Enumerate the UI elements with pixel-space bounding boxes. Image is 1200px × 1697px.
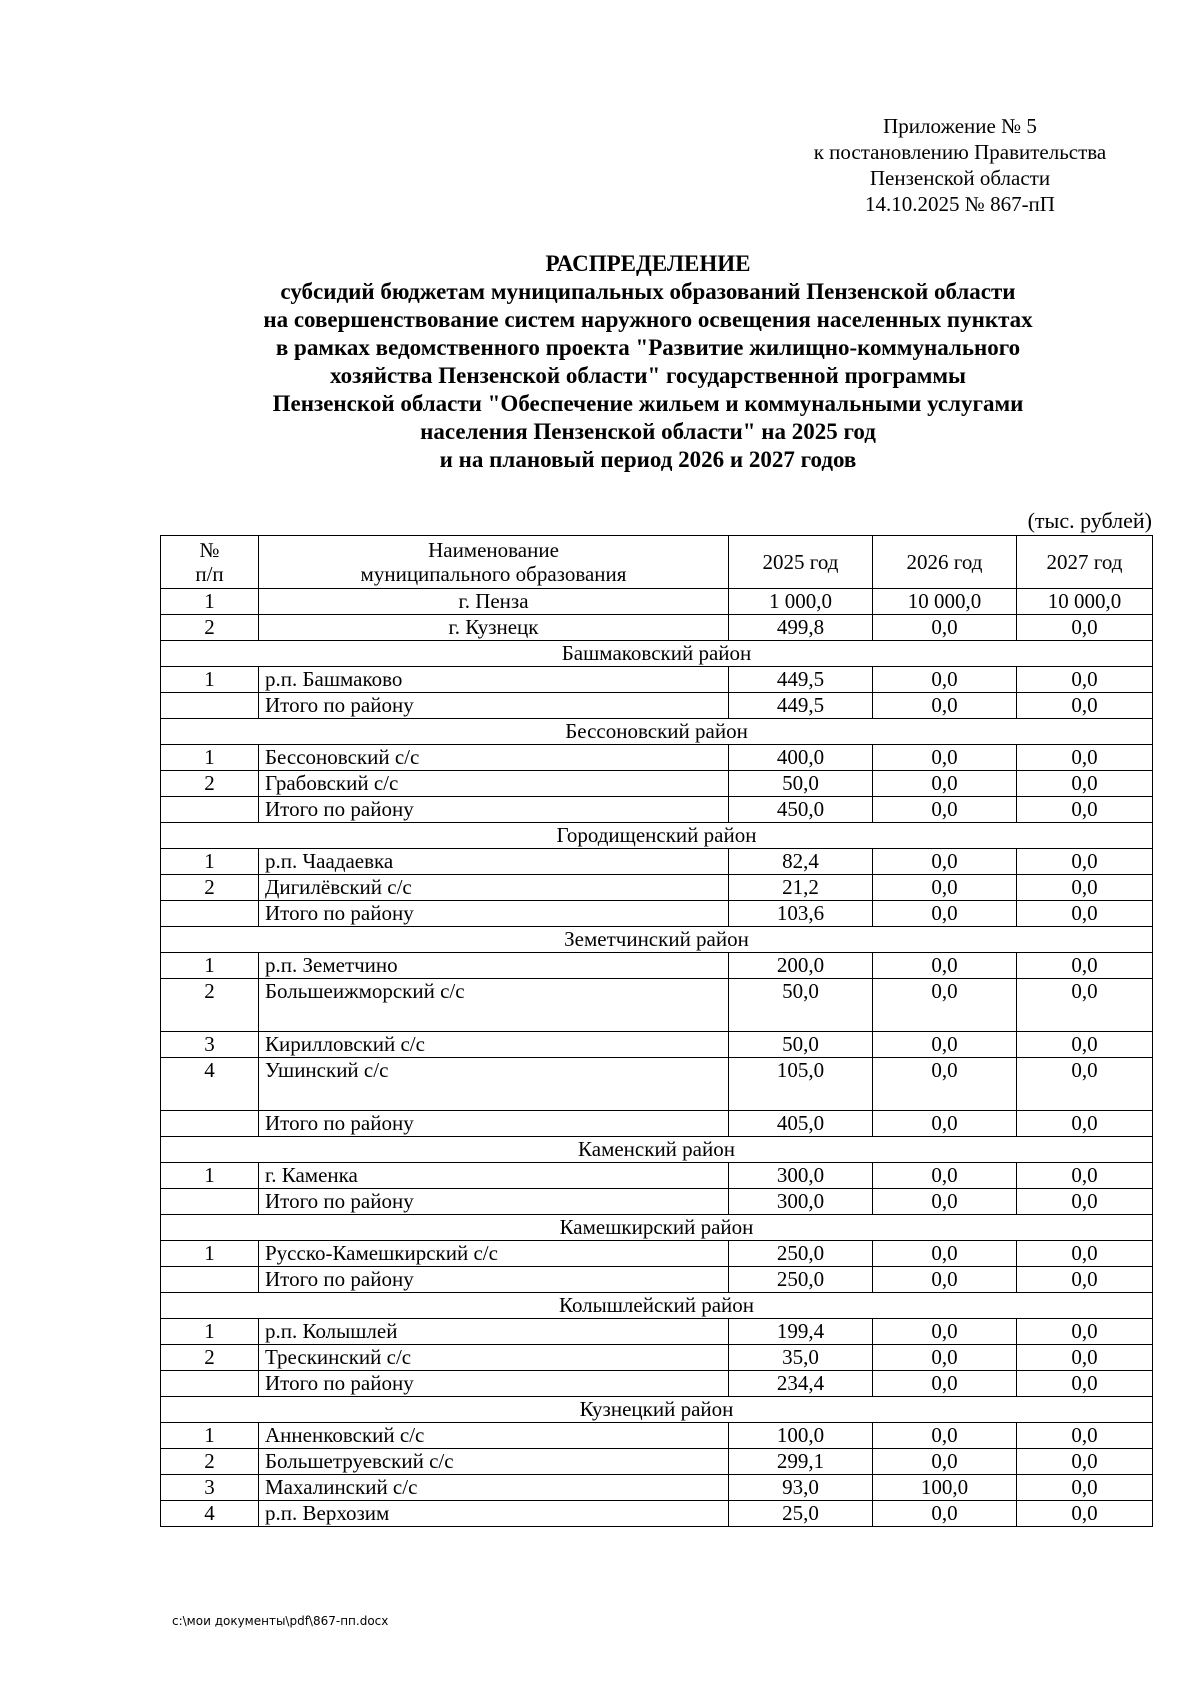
value-2026: 0,0 [873,797,1017,823]
table-row [161,1371,1153,1397]
row-number: 1 [161,1241,259,1267]
value-2026: 0,0 [873,693,1017,719]
table-row [161,615,1153,641]
municipality-name: Бессоновский с/с [259,745,729,771]
row-number: 1 [161,849,259,875]
value-2027: 0,0 [1017,953,1153,979]
table-header-row [161,536,1153,589]
municipality-name: Итого по району [259,693,729,719]
district-name: Каменский район [161,1137,1153,1163]
row-number: 1 [161,667,259,693]
header-2027: 2027 год [1017,536,1153,589]
value-2026: 0,0 [873,745,1017,771]
district-name: Земетчинский район [161,927,1153,953]
header-2026: 2026 год [873,536,1017,589]
value-2025: 405,0 [729,1111,873,1137]
municipality-name: Большеижморский с/с [259,979,729,1032]
title-line: на совершенствование систем наружного освещения населенных пунктах [263,307,1033,332]
value-2026: 0,0 [873,667,1017,693]
district-name: Камешкирский район [161,1215,1153,1241]
row-number [161,693,259,719]
row-number: 2 [161,979,259,1032]
value-2026: 0,0 [873,1111,1017,1137]
appendix-line: Приложение № 5 [883,114,1037,138]
value-2025: 299,1 [729,1449,873,1475]
municipality-name: г. Пенза [259,589,729,615]
value-2025: 450,0 [729,797,873,823]
municipality-name: р.п. Верхозим [259,1501,729,1527]
units-label: (тыс. рублей) [1027,508,1152,533]
row-number [161,1371,259,1397]
table-row [161,1475,1153,1501]
value-2026: 0,0 [873,1501,1017,1527]
header-2025: 2025 год [729,536,873,589]
header-name [259,536,729,589]
district-name: Башмаковский район [161,641,1153,667]
table-row [161,1189,1153,1215]
district-name: Колышлейский район [161,1293,1153,1319]
row-number: 1 [161,953,259,979]
table-row [161,1449,1153,1475]
value-2026: 0,0 [873,953,1017,979]
value-2026: 0,0 [873,615,1017,641]
row-number: 1 [161,1319,259,1345]
table-row [161,1345,1153,1371]
appendix-line: Пензенской области [869,166,1051,190]
municipality-name: Ушинский с/с [259,1058,729,1111]
row-number: 2 [161,1449,259,1475]
value-2027: 0,0 [1017,1371,1153,1397]
value-2025: 449,5 [729,693,873,719]
value-2025: 234,4 [729,1371,873,1397]
value-2025: 1 000,0 [729,589,873,615]
row-number: 2 [161,615,259,641]
value-2025: 499,8 [729,615,873,641]
value-2027: 0,0 [1017,1319,1153,1345]
district-row [161,719,1153,745]
value-2025: 50,0 [729,1032,873,1058]
value-2027: 0,0 [1017,979,1153,1032]
row-number: 1 [161,1423,259,1449]
row-number: 4 [161,1058,259,1111]
value-2027: 0,0 [1017,1163,1153,1189]
appendix-line: 14.10.2025 № 867-пП [865,192,1055,216]
value-2026: 0,0 [873,1371,1017,1397]
table-row [161,1241,1153,1267]
value-2027: 0,0 [1017,1189,1153,1215]
value-2027: 0,0 [1017,1423,1153,1449]
value-2025: 250,0 [729,1267,873,1293]
value-2026: 0,0 [873,875,1017,901]
row-number: 2 [161,771,259,797]
municipality-name: Грабовский с/с [259,771,729,797]
row-number [161,1267,259,1293]
value-2026: 0,0 [873,1449,1017,1475]
municipality-name: Итого по району [259,1267,729,1293]
value-2027: 0,0 [1017,667,1153,693]
value-2025: 103,6 [729,901,873,927]
table-row [161,1058,1153,1111]
value-2027: 0,0 [1017,797,1153,823]
value-2025: 50,0 [729,979,873,1032]
district-row [161,1137,1153,1163]
document-title [150,250,1146,474]
row-number: 1 [161,745,259,771]
value-2025: 400,0 [729,745,873,771]
header-name-line: Наименование [428,538,559,562]
value-2026: 100,0 [873,1475,1017,1501]
table-row [161,1032,1153,1058]
value-2027: 0,0 [1017,849,1153,875]
municipality-name: Итого по району [259,1111,729,1137]
table-row [161,745,1153,771]
value-2027: 0,0 [1017,1449,1153,1475]
value-2026: 0,0 [873,771,1017,797]
row-number: 1 [161,1163,259,1189]
header-num [161,536,259,589]
municipality-name: г. Каменка [259,1163,729,1189]
title-line: Пензенской области "Обеспечение жильем и коммунальными услугами [272,391,1024,416]
value-2027: 0,0 [1017,1345,1153,1371]
value-2025: 250,0 [729,1241,873,1267]
value-2027: 0,0 [1017,745,1153,771]
table-row [161,1163,1153,1189]
table-row [161,979,1153,1032]
municipality-name: Махалинский с/с [259,1475,729,1501]
value-2026: 0,0 [873,1189,1017,1215]
municipality-name: р.п. Колышлей [259,1319,729,1345]
value-2025: 82,4 [729,849,873,875]
district-row [161,1397,1153,1423]
title-line: и на плановый период 2026 и 2027 годов [439,447,857,472]
value-2027: 0,0 [1017,1032,1153,1058]
value-2026: 0,0 [873,1163,1017,1189]
municipality-name: Кирилловский с/с [259,1032,729,1058]
row-number: 3 [161,1032,259,1058]
appendix-line: к постановлению Правительства [813,140,1107,164]
value-2026: 0,0 [873,1241,1017,1267]
value-2025: 21,2 [729,875,873,901]
table-row [161,1319,1153,1345]
municipality-name: р.п. Башмаково [259,667,729,693]
value-2025: 93,0 [729,1475,873,1501]
header-num-line: № [199,538,220,562]
district-row [161,1215,1153,1241]
distribution-table [160,535,1153,1527]
value-2025: 199,4 [729,1319,873,1345]
table-row [161,589,1153,615]
table-row [161,693,1153,719]
municipality-name: Итого по району [259,1371,729,1397]
value-2025: 100,0 [729,1423,873,1449]
value-2025: 50,0 [729,771,873,797]
district-name: Кузнецкий район [161,1397,1153,1423]
table-body [161,589,1153,1527]
row-number: 2 [161,1345,259,1371]
value-2025: 35,0 [729,1345,873,1371]
table-row [161,953,1153,979]
municipality-name: Дигилёвский с/с [259,875,729,901]
row-number [161,1111,259,1137]
table-row [161,1423,1153,1449]
municipality-name: р.п. Земетчино [259,953,729,979]
district-row [161,641,1153,667]
row-number: 4 [161,1501,259,1527]
row-number [161,901,259,927]
value-2026: 0,0 [873,1423,1017,1449]
table-row [161,849,1153,875]
value-2025: 300,0 [729,1163,873,1189]
value-2027: 0,0 [1017,901,1153,927]
municipality-name: Анненковский с/с [259,1423,729,1449]
value-2026: 0,0 [873,1032,1017,1058]
value-2027: 0,0 [1017,693,1153,719]
title-line: РАСПРЕДЕЛЕНИЕ [545,251,751,276]
title-line: в рамках ведомственного проекта "Развитие жилищно-коммунального [275,335,1021,360]
value-2026: 0,0 [873,979,1017,1032]
value-2027: 0,0 [1017,615,1153,641]
value-2026: 0,0 [873,901,1017,927]
value-2027: 0,0 [1017,1111,1153,1137]
municipality-name: г. Кузнецк [259,615,729,641]
district-row [161,927,1153,953]
value-2027: 10 000,0 [1017,589,1153,615]
value-2027: 0,0 [1017,1267,1153,1293]
value-2026: 0,0 [873,1058,1017,1111]
title-line: хозяйства Пензенской области" государственной программы [329,363,967,388]
row-number [161,797,259,823]
table-row [161,797,1153,823]
municipality-name: Итого по району [259,1189,729,1215]
title-line: населения Пензенской области" на 2025 год [420,419,876,444]
header-num-line: п/п [195,562,224,586]
value-2026: 10 000,0 [873,589,1017,615]
municipality-name: р.п. Чаадаевка [259,849,729,875]
district-row [161,1293,1153,1319]
table-row [161,1111,1153,1137]
district-row [161,823,1153,849]
table-row [161,875,1153,901]
value-2027: 0,0 [1017,1058,1153,1111]
appendix-block [770,113,1150,217]
value-2027: 0,0 [1017,1501,1153,1527]
table-row [161,667,1153,693]
value-2027: 0,0 [1017,1241,1153,1267]
table-row [161,1267,1153,1293]
file-path-footer: c:\мои документы\pdf\867-пп.docx [172,1614,389,1628]
value-2025: 200,0 [729,953,873,979]
value-2027: 0,0 [1017,875,1153,901]
table-row [161,771,1153,797]
municipality-name: Трескинский с/с [259,1345,729,1371]
value-2026: 0,0 [873,1345,1017,1371]
value-2026: 0,0 [873,1319,1017,1345]
value-2026: 0,0 [873,849,1017,875]
district-name: Городищенский район [161,823,1153,849]
value-2025: 105,0 [729,1058,873,1111]
row-number: 3 [161,1475,259,1501]
municipality-name: Русско-Камешкирский с/с [259,1241,729,1267]
row-number: 2 [161,875,259,901]
value-2026: 0,0 [873,1267,1017,1293]
value-2025: 300,0 [729,1189,873,1215]
row-number [161,1189,259,1215]
value-2027: 0,0 [1017,771,1153,797]
row-number: 1 [161,589,259,615]
municipality-name: Итого по району [259,797,729,823]
municipality-name: Итого по району [259,901,729,927]
value-2025: 449,5 [729,667,873,693]
header-name-line: муниципального образования [360,562,627,586]
title-line: субсидий бюджетам муниципальных образований Пензенской области [280,279,1016,304]
value-2025: 25,0 [729,1501,873,1527]
table-row [161,1501,1153,1527]
value-2027: 0,0 [1017,1475,1153,1501]
district-name: Бессоновский район [161,719,1153,745]
municipality-name: Большетруевский с/с [259,1449,729,1475]
table-row [161,901,1153,927]
